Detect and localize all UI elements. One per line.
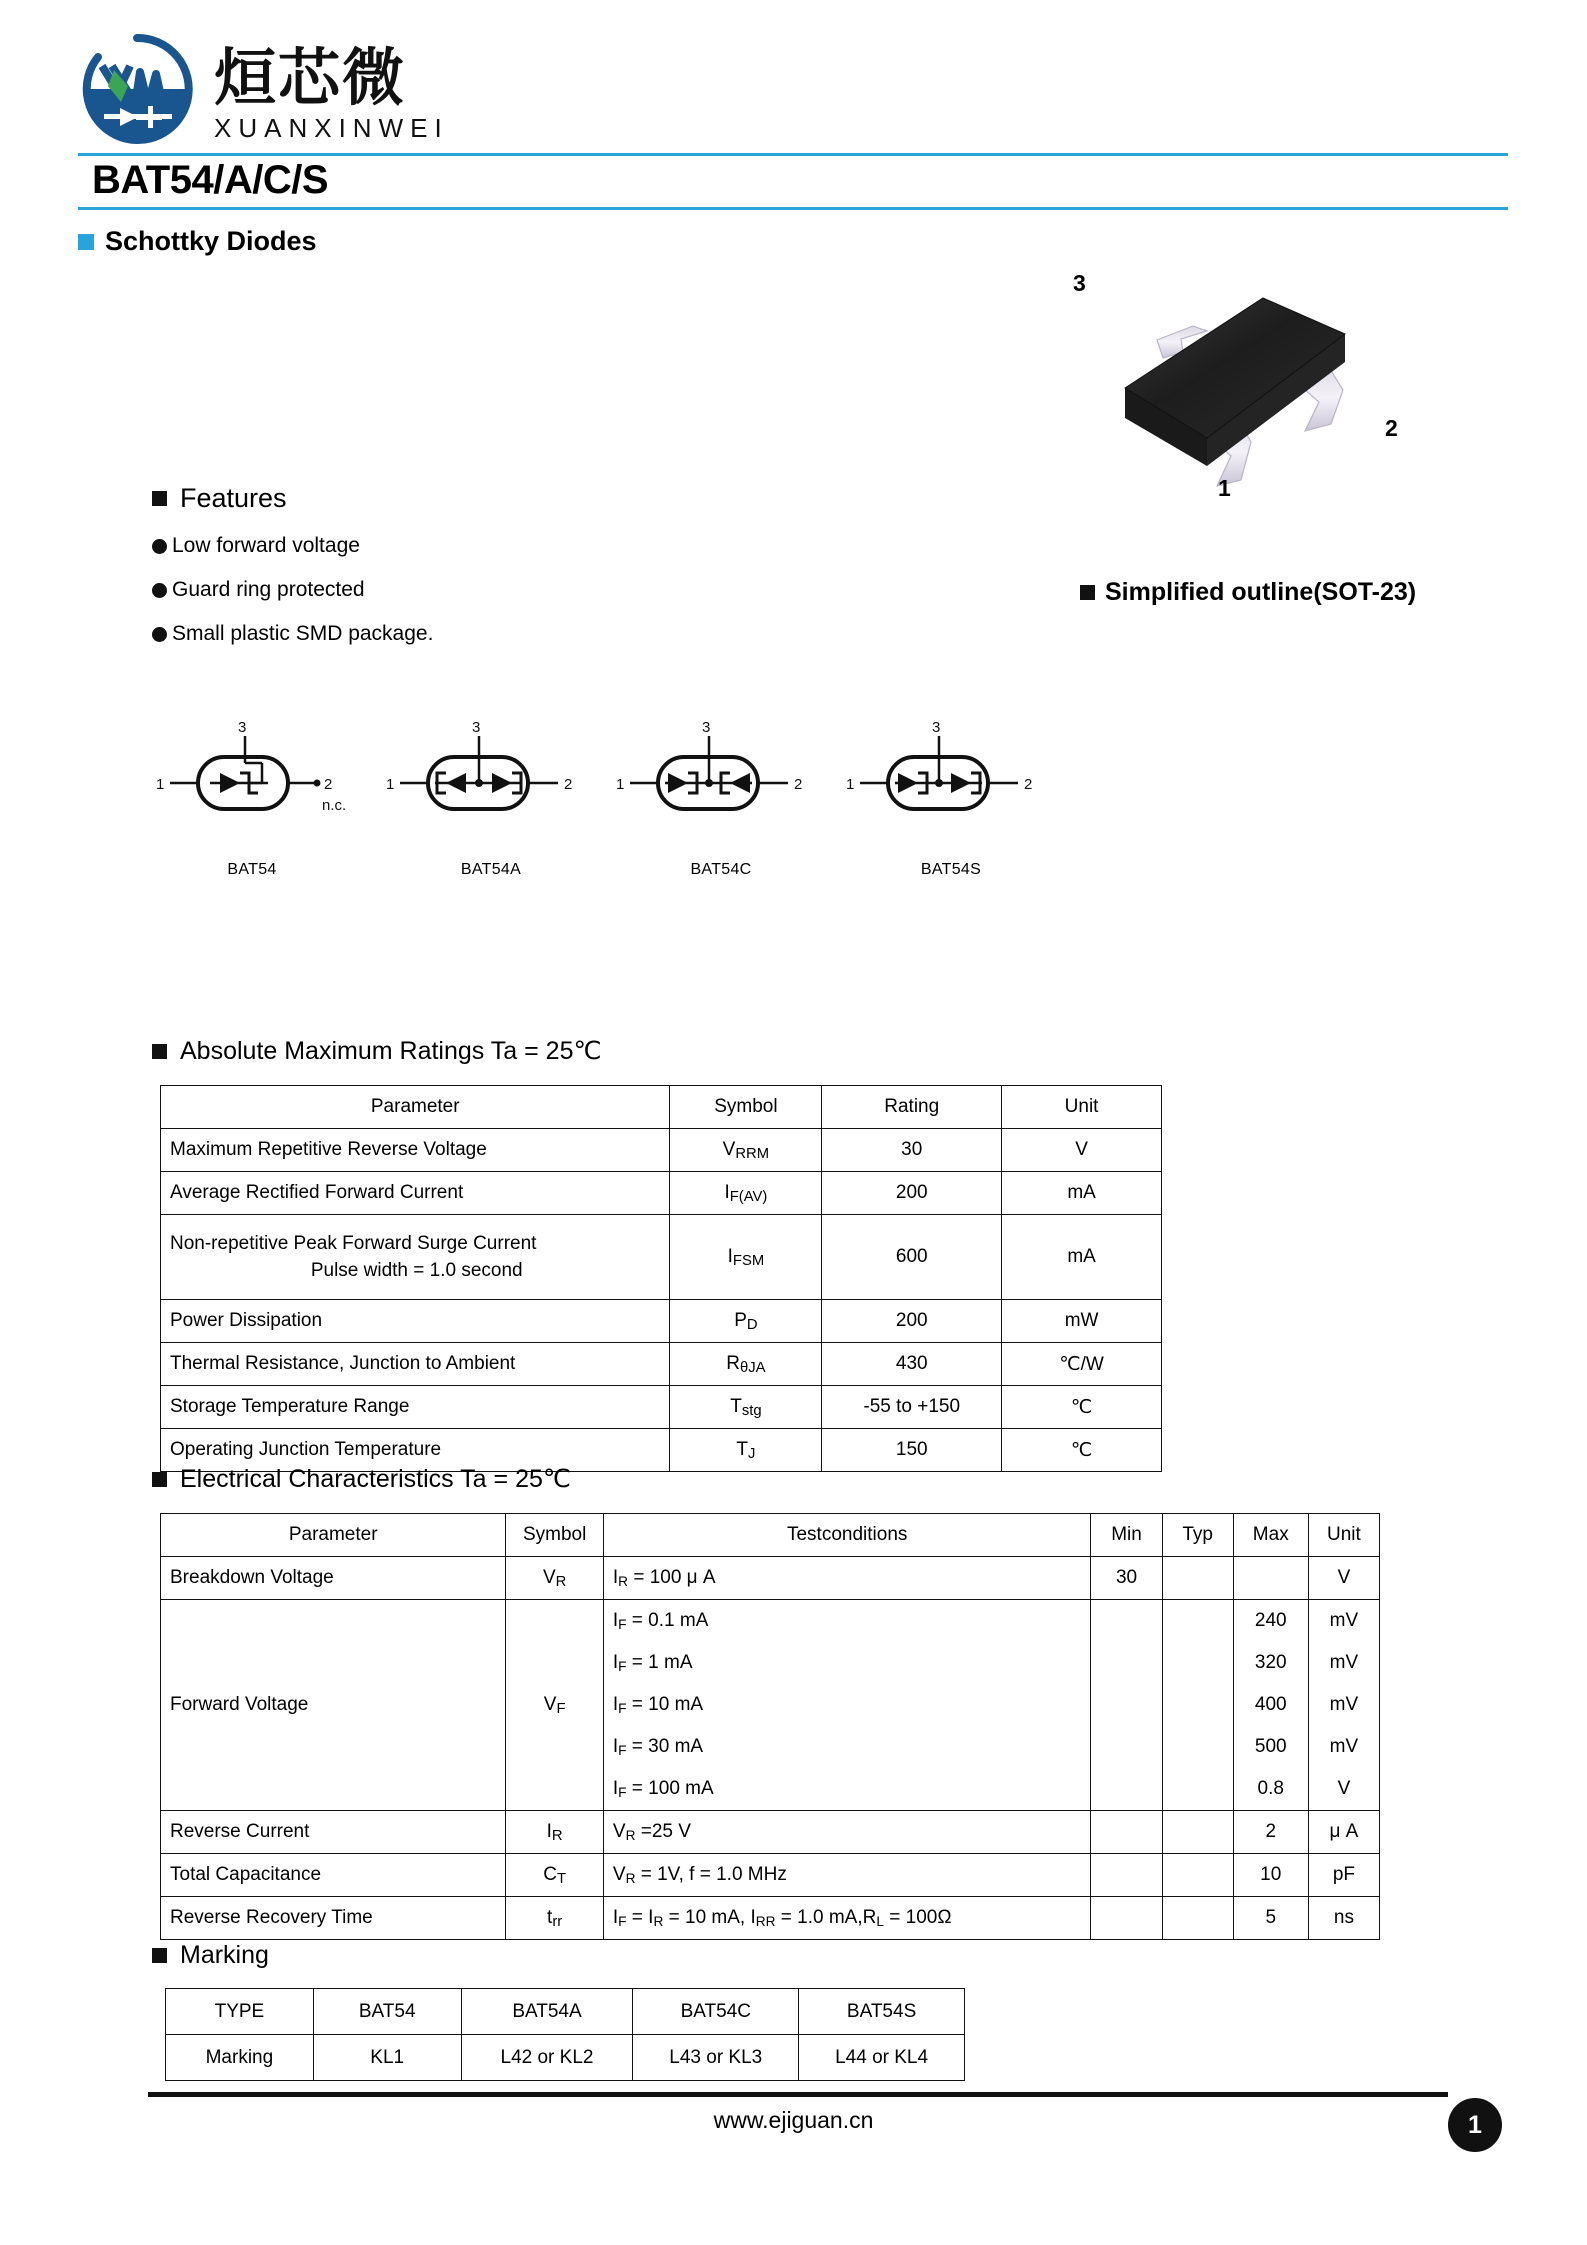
cell-min — [1091, 1811, 1162, 1854]
footer-website-url[interactable]: www.ejiguan.cn — [713, 2107, 874, 2133]
cell-typ — [1162, 1642, 1233, 1684]
cell-unit: μ A — [1308, 1811, 1379, 1854]
symbol-bat54c — [610, 720, 840, 879]
electrical-characteristics-heading-label: Electrical Characteristics Ta = 25℃ — [180, 1465, 571, 1493]
cell-testcondition: $I_F = 1$ mA — [603, 1642, 1091, 1684]
black-square-bullet-icon — [152, 1044, 167, 1059]
cell-symbol: $t_{rr}$ — [506, 1897, 604, 1940]
col-header-unit: Unit — [1002, 1086, 1162, 1129]
cell-testcondition: $V_R =25$ V — [603, 1811, 1091, 1854]
feature-item — [152, 578, 433, 602]
cell-type: BAT54C — [633, 1989, 799, 2035]
cell-min — [1091, 1600, 1162, 1643]
cell-symbol: $C_T$ — [506, 1854, 604, 1897]
feature-item — [152, 534, 433, 558]
cell-parameter: Power Dissipation — [161, 1300, 670, 1343]
company-logo — [78, 30, 449, 148]
col-header-testconditions: Testconditions — [603, 1514, 1091, 1557]
row-header-marking: Marking — [166, 2035, 314, 2081]
abs-max-heading — [152, 1036, 602, 1066]
cell-symbol: $R_{\theta JA}$ — [670, 1343, 822, 1386]
col-header-rating: Rating — [822, 1086, 1002, 1129]
cell-type: BAT54A — [461, 1989, 633, 2035]
table-row — [161, 1386, 1162, 1429]
cell-typ — [1162, 1768, 1233, 1811]
bullet-dot-icon — [152, 627, 167, 642]
product-type-label: Schottky Diodes — [105, 226, 317, 256]
cell-rating: 200 — [822, 1172, 1002, 1215]
feature-label: Low forward voltage — [172, 534, 360, 557]
cell-max: 5 — [1233, 1897, 1308, 1940]
cell-max: 2 — [1233, 1811, 1308, 1854]
package-caption — [1080, 578, 1416, 607]
col-header-symbol: Symbol — [670, 1086, 822, 1129]
product-type-heading — [78, 226, 317, 257]
features-heading — [152, 483, 433, 514]
svg-text:2: 2 — [564, 776, 573, 793]
cell-marking: KL1 — [313, 2035, 461, 2081]
cell-min — [1091, 1854, 1162, 1897]
xxw-circle-logo-icon — [78, 30, 196, 148]
header-rule-top — [78, 153, 1508, 156]
feature-label: Guard ring protected — [172, 578, 365, 601]
table-row — [161, 1897, 1380, 1940]
bullet-dot-icon — [152, 539, 167, 554]
page-title: BAT54/A/C/S — [92, 158, 329, 202]
company-name-en: XUANXINWEI — [214, 113, 449, 143]
cell-unit: ns — [1308, 1897, 1379, 1940]
table-row — [166, 2035, 965, 2081]
cell-unit: V — [1002, 1129, 1162, 1172]
electrical-characteristics-table — [160, 1513, 1380, 1940]
cell-min — [1091, 1897, 1162, 1940]
cell-testcondition: $I_F = 100$ mA — [603, 1768, 1091, 1811]
cell-testcondition: $I_F = 10$ mA — [603, 1684, 1091, 1726]
col-header-unit: Unit — [1308, 1514, 1379, 1557]
symbol-caption: BAT54C — [690, 861, 752, 878]
footer-rule — [148, 2092, 1448, 2097]
symbol-bat54 — [150, 720, 380, 879]
cell-parameter: Operating Junction Temperature — [161, 1429, 670, 1472]
cell-marking: L43 or KL3 — [633, 2035, 799, 2081]
symbol-caption: BAT54A — [460, 861, 522, 878]
cell-rating: -55 to +150 — [822, 1386, 1002, 1429]
cell-min — [1091, 1684, 1162, 1726]
table-header-row — [161, 1514, 1380, 1557]
cell-rating: 150 — [822, 1429, 1002, 1472]
cell-max: 320 — [1233, 1642, 1308, 1684]
cell-max: 0.8 — [1233, 1768, 1308, 1811]
cell-symbol: $T_J$ — [670, 1429, 822, 1472]
cell-typ — [1162, 1897, 1233, 1940]
black-square-bullet-icon — [1080, 585, 1095, 600]
col-header-parameter: Parameter — [161, 1086, 670, 1129]
svg-text:2: 2 — [794, 776, 803, 793]
feature-label: Small plastic SMD package. — [172, 622, 434, 645]
cell-marking: L44 or KL4 — [799, 2035, 965, 2081]
cell-symbol: $V_{RRM}$ — [670, 1129, 822, 1172]
col-header-symbol: Symbol — [506, 1514, 604, 1557]
cell-unit: mV — [1308, 1726, 1379, 1768]
symbol-bat54s — [840, 720, 1070, 879]
cell-parameter: Forward Voltage — [161, 1600, 506, 1811]
company-name-cn: 烜芯微 — [214, 41, 407, 114]
header-rule-bottom — [78, 207, 1508, 210]
cell-testcondition: $I_F = I_R = 10$ mA, $I_{RR} = 1.0$ $mA,R_L = 100\Omega$ — [603, 1897, 1091, 1940]
cell-symbol: $V_F$ — [506, 1600, 604, 1811]
cell-testcondition: $I_R = 100$ μ A — [603, 1557, 1091, 1600]
cell-parameter: Storage Temperature Range — [161, 1386, 670, 1429]
cell-max: 400 — [1233, 1684, 1308, 1726]
blue-square-bullet-icon — [78, 234, 94, 250]
cell-typ — [1162, 1811, 1233, 1854]
col-header-typ: Typ — [1162, 1514, 1233, 1557]
cell-symbol: $T_{stg}$ — [670, 1386, 822, 1429]
cell-parameter: Non-repetitive Peak Forward Surge Current Pulse width = 1.0 second — [161, 1215, 670, 1300]
cell-unit: V — [1308, 1768, 1379, 1811]
cell-unit: mW — [1002, 1300, 1162, 1343]
svg-text:3: 3 — [702, 720, 711, 736]
marking-table — [165, 1988, 965, 2081]
cell-symbol: $I_R$ — [506, 1811, 604, 1854]
svg-text:1: 1 — [156, 776, 165, 793]
col-header-parameter: Parameter — [161, 1514, 506, 1557]
cell-rating: 600 — [822, 1215, 1002, 1300]
abs-max-heading-label: Absolute Maximum Ratings Ta = 25℃ — [180, 1037, 602, 1065]
cell-max: 10 — [1233, 1854, 1308, 1897]
cell-symbol: $P_D$ — [670, 1300, 822, 1343]
cell-unit: mV — [1308, 1600, 1379, 1643]
features-heading-label: Features — [180, 483, 287, 513]
cell-rating: 430 — [822, 1343, 1002, 1386]
cell-max: 500 — [1233, 1726, 1308, 1768]
cell-symbol: $V_R$ — [506, 1557, 604, 1600]
cell-testcondition: $V_R = 1V$, f = 1.0 MHz — [603, 1854, 1091, 1897]
cell-rating: 30 — [822, 1129, 1002, 1172]
cell-parameter: Average Rectified Forward Current — [161, 1172, 670, 1215]
cell-min — [1091, 1768, 1162, 1811]
package-caption-label: Simplified outline(SOT-23) — [1105, 578, 1417, 606]
svg-text:2: 2 — [1024, 776, 1033, 793]
symbol-bat54a — [380, 720, 610, 879]
cell-unit: mV — [1308, 1642, 1379, 1684]
svg-text:1: 1 — [386, 776, 395, 793]
cell-unit: mV — [1308, 1684, 1379, 1726]
cell-typ — [1162, 1726, 1233, 1768]
cell-min — [1091, 1726, 1162, 1768]
cell-typ — [1162, 1557, 1233, 1600]
cell-rating: 200 — [822, 1300, 1002, 1343]
features-section — [152, 483, 433, 646]
cell-parameter: Thermal Resistance, Junction to Ambient — [161, 1343, 670, 1386]
cell-unit: ℃/W — [1002, 1343, 1162, 1386]
package-pin-1-label: 1 — [1218, 475, 1231, 501]
bullet-dot-icon — [152, 583, 167, 598]
table-row — [161, 1811, 1380, 1854]
cell-unit: mA — [1002, 1215, 1162, 1300]
cell-min: 30 — [1091, 1557, 1162, 1600]
absolute-maximum-ratings-table — [160, 1085, 1162, 1472]
cell-unit: V — [1308, 1557, 1379, 1600]
cell-parameter-secondline: Pulse width = 1.0 second — [310, 1259, 523, 1281]
cell-unit: ℃ — [1002, 1429, 1162, 1472]
table-header-row — [161, 1086, 1162, 1129]
cell-testcondition: $I_F = 30$ mA — [603, 1726, 1091, 1768]
cell-unit: pF — [1308, 1854, 1379, 1897]
cell-typ — [1162, 1854, 1233, 1897]
cell-parameter: Reverse Current — [161, 1811, 506, 1854]
cell-symbol: $I_{F(AV)}$ — [670, 1172, 822, 1215]
cell-min — [1091, 1642, 1162, 1684]
svg-text:1: 1 — [616, 776, 625, 793]
table-row — [161, 1215, 1162, 1300]
table-row — [161, 1854, 1380, 1897]
black-square-bullet-icon — [152, 491, 167, 506]
svg-text:3: 3 — [932, 720, 941, 736]
cell-parameter: Reverse Recovery Time — [161, 1897, 506, 1940]
svg-text:n.c.: n.c. — [322, 797, 347, 814]
col-header-min: Min — [1091, 1514, 1162, 1557]
cell-testcondition: $I_F = 0.1$ mA — [603, 1600, 1091, 1643]
black-square-bullet-icon — [152, 1472, 167, 1487]
svg-text:3: 3 — [472, 720, 481, 736]
black-square-bullet-icon — [152, 1948, 167, 1963]
table-row — [161, 1600, 1380, 1643]
cell-unit: mA — [1002, 1172, 1162, 1215]
page-number-badge: 1 — [1448, 2098, 1502, 2152]
package-pin-3-label: 3 — [1073, 270, 1086, 296]
cell-max — [1233, 1557, 1308, 1600]
col-header-max: Max — [1233, 1514, 1308, 1557]
table-row — [161, 1300, 1162, 1343]
cell-type: BAT54 — [313, 1989, 461, 2035]
marking-heading — [152, 1941, 269, 1970]
svg-text:1: 1 — [846, 776, 855, 793]
cell-parameter: Total Capacitance — [161, 1854, 506, 1897]
cell-max: 240 — [1233, 1600, 1308, 1643]
row-header-type: TYPE — [166, 1989, 314, 2035]
package-pin-2-label: 2 — [1385, 415, 1398, 441]
electrical-characteristics-heading — [152, 1464, 571, 1494]
schematic-symbols-row — [150, 720, 1150, 890]
cell-typ — [1162, 1600, 1233, 1643]
cell-parameter: Breakdown Voltage — [161, 1557, 506, 1600]
cell-unit: ℃ — [1002, 1386, 1162, 1429]
table-row — [161, 1557, 1380, 1600]
cell-symbol: $I_{FSM}$ — [670, 1215, 822, 1300]
table-row — [161, 1129, 1162, 1172]
svg-text:3: 3 — [238, 720, 247, 736]
table-row — [161, 1343, 1162, 1386]
symbol-caption: BAT54 — [227, 861, 277, 878]
cell-parameter: Maximum Repetitive Reverse Voltage — [161, 1129, 670, 1172]
marking-heading-label: Marking — [180, 1941, 269, 1969]
cell-type: BAT54S — [799, 1989, 965, 2035]
cell-typ — [1162, 1684, 1233, 1726]
svg-text:2: 2 — [324, 776, 333, 793]
table-row — [161, 1172, 1162, 1215]
sot23-package-illustration — [1073, 270, 1425, 501]
feature-item — [152, 622, 433, 646]
table-row — [166, 1989, 965, 2035]
cell-marking: L42 or KL2 — [461, 2035, 633, 2081]
symbol-caption: BAT54S — [920, 861, 982, 878]
